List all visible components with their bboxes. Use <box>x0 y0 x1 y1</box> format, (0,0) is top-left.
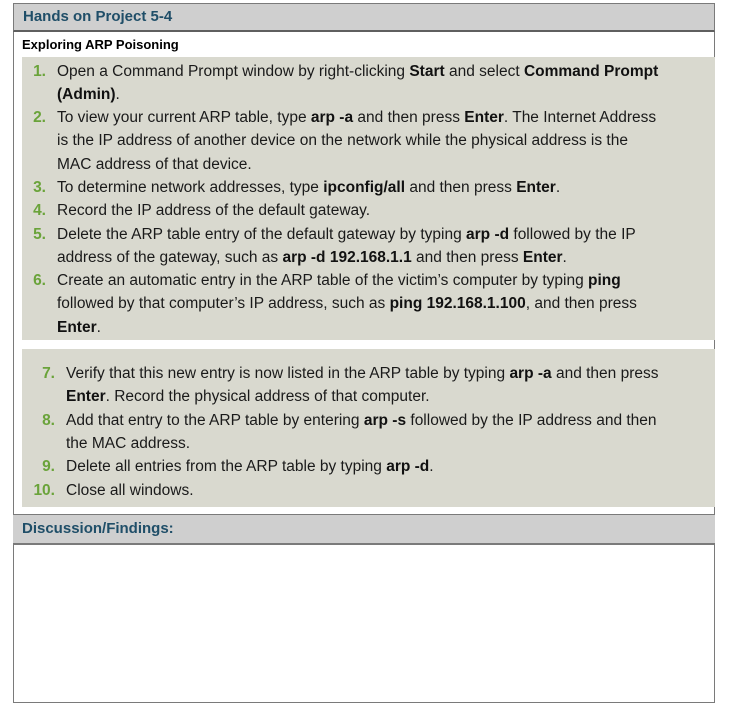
instruction-text: Delete all entries from the ARP table by typing <box>66 458 387 475</box>
command-text: Enter <box>66 388 106 406</box>
step-line <box>57 246 712 269</box>
step-number: 1. <box>33 63 46 80</box>
step-number: 5. <box>33 226 46 243</box>
project-title: Hands on Project 5-4 <box>23 8 173 25</box>
step-line <box>57 269 712 292</box>
instruction-text: Open a Command Prompt window by right-clicking <box>57 63 410 80</box>
instruction-text: , and then press <box>525 295 637 313</box>
step-line <box>66 362 712 385</box>
instruction-text: and select <box>444 63 524 80</box>
step-text <box>57 199 712 222</box>
instruction-text: and then press <box>551 365 659 382</box>
discussion-header <box>13 514 715 545</box>
step-number: 3. <box>33 179 46 196</box>
step-text <box>66 362 712 409</box>
command-text: ping 192.168.1.100 <box>389 295 526 313</box>
step-line <box>66 479 712 502</box>
step-line <box>57 223 712 246</box>
instruction-text: address of the gateway, such as <box>57 249 283 267</box>
command-text: arp -s <box>363 412 407 429</box>
command-text: Enter <box>464 109 504 126</box>
step-line <box>57 199 712 222</box>
instruction-text: . <box>429 458 434 475</box>
step-number: 9. <box>42 458 55 475</box>
step-text <box>66 455 712 478</box>
instruction-text: Delete the ARP table entry of the default gateway by typing <box>57 226 467 243</box>
command-text: arp -d <box>466 226 510 243</box>
command-text: Enter <box>522 249 563 267</box>
step-text <box>57 106 712 176</box>
step-number: 8. <box>42 412 55 429</box>
step-text <box>57 176 712 199</box>
step-line <box>66 455 712 478</box>
command-text: Start <box>409 63 445 80</box>
step-line <box>66 409 712 432</box>
command-text: (Admin) <box>57 86 116 104</box>
step-line <box>57 292 712 315</box>
instruction-text: MAC address of that device. <box>57 155 252 173</box>
step-number: 7. <box>42 365 55 382</box>
instruction-text: followed by that computer’s IP address, such as <box>57 295 390 313</box>
step-line <box>57 176 712 199</box>
command-text: Command Prompt <box>523 63 659 80</box>
command-text: Enter <box>516 179 556 196</box>
instruction-text: . Record the physical address of that computer. <box>105 388 430 406</box>
step-line <box>57 83 712 106</box>
step-text <box>57 269 712 339</box>
step-line <box>57 60 712 83</box>
instruction-text: Verify that this new entry is now listed in the ARP table by typing <box>66 365 510 382</box>
instruction-text: and then press <box>405 179 517 196</box>
instruction-text: followed by the IP <box>509 226 636 243</box>
step-text <box>57 223 712 270</box>
instruction-text: Create an automatic entry in the ARP table of the victim’s computer by typing <box>57 272 589 289</box>
step-line <box>57 316 712 339</box>
instruction-text: and then press <box>353 109 465 126</box>
command-text: Enter <box>57 318 97 336</box>
instruction-text: the MAC address. <box>66 435 191 453</box>
instruction-text: To determine network addresses, type <box>57 179 324 196</box>
instruction-text: Add that entry to the ARP table by entering <box>66 412 364 429</box>
step-number: 2. <box>33 109 46 126</box>
step-line <box>57 106 712 129</box>
step-text <box>57 60 712 107</box>
instruction-text: . The Internet Address <box>503 109 657 126</box>
step-number: 6. <box>33 272 46 289</box>
discussion-title: Discussion/Findings: <box>22 520 174 537</box>
command-text: ping <box>588 272 621 289</box>
instruction-text: is the IP address of another device on the network while the physical address is the <box>57 132 628 150</box>
command-text: arp -d <box>386 458 430 475</box>
instruction-text: . <box>562 249 567 267</box>
command-text: ipconfig/all <box>323 179 406 196</box>
section-subtitle: Exploring ARP Poisoning <box>22 37 179 52</box>
step-number: 4. <box>33 202 46 219</box>
command-text: arp -a <box>310 109 354 126</box>
step-line <box>66 385 712 408</box>
step-text <box>66 409 712 456</box>
discussion-findings-area[interactable] <box>14 545 714 702</box>
instruction-text: followed by the IP address and then <box>406 412 657 429</box>
instruction-text: and then press <box>411 249 523 267</box>
project-header <box>13 3 715 32</box>
instruction-text: . <box>115 86 120 104</box>
instruction-text: . <box>555 179 561 196</box>
command-text: arp -d 192.168.1.1 <box>282 249 412 267</box>
command-text: arp -a <box>509 365 552 382</box>
step-line <box>57 153 712 176</box>
instruction-text: Record the IP address of the default gateway. <box>57 202 371 219</box>
instruction-text: To view your current ARP table, type <box>57 109 311 126</box>
step-number: 10. <box>33 482 55 499</box>
instruction-text: . <box>96 318 101 336</box>
instruction-text: Close all windows. <box>66 482 194 499</box>
step-line <box>66 432 712 455</box>
step-text <box>66 479 712 502</box>
step-line <box>57 129 712 152</box>
